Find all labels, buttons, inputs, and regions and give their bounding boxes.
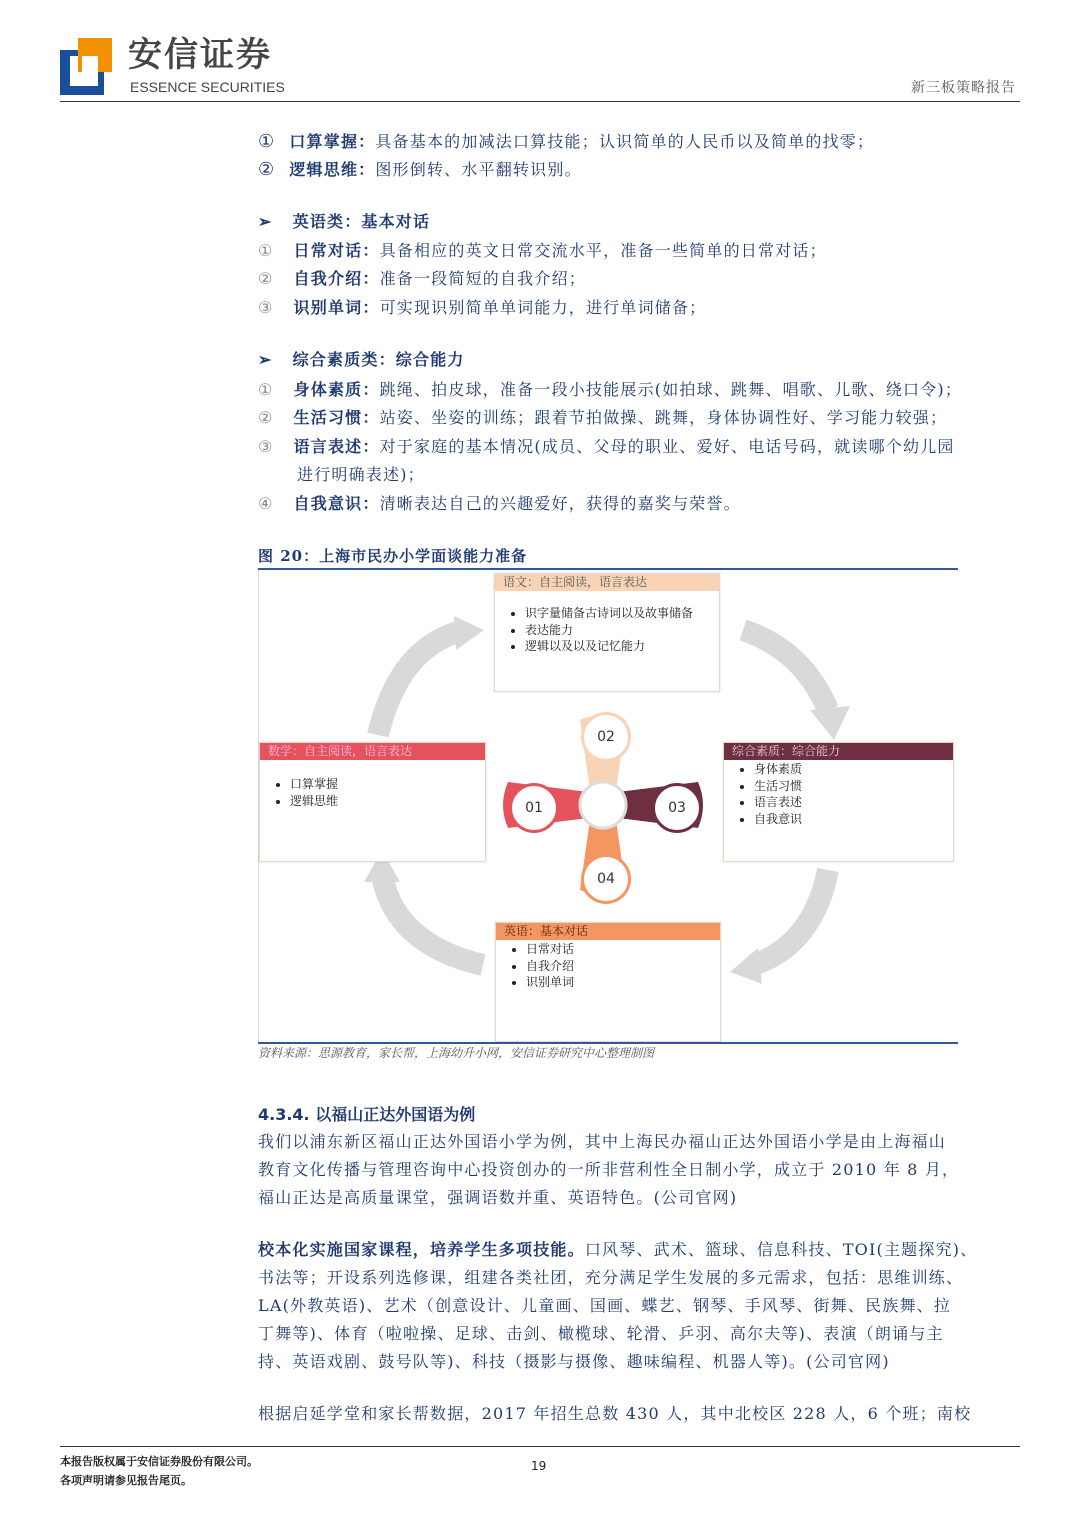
paragraph-line: 福山正达是高质量课堂，强调语数并重、英语特色。(公司官网) xyxy=(258,1188,738,1207)
node-04: 04 xyxy=(581,854,631,904)
logo xyxy=(60,38,112,95)
box-item: • 身体素质 xyxy=(754,761,953,778)
box-item: • 语言表述 xyxy=(754,794,953,811)
box-header: 综合素质：综合能力 xyxy=(724,743,953,760)
report-type: 新三板策略报告 xyxy=(911,80,1016,96)
box-item: • 表达能力 xyxy=(525,622,719,639)
section-heading: 4.3.4. 以福山正达外国语为例 xyxy=(258,1105,476,1124)
list-item: ③ 语言表述：对于家庭的基本情况(成员、父母的职业、爱好、电话号码，就读哪个幼儿园 xyxy=(258,437,955,456)
list-item: ① 身体素质：跳绳、拍皮球，准备一段小技能展示(如拍球、跳舞、唱歌、儿歌、绕口令)； xyxy=(258,380,963,399)
paragraph-line: LA(外教英语)、艺术（创意设计、儿童画、国画、蝶艺、钢琴、手风琴、街舞、民族舞、拉 xyxy=(258,1296,952,1315)
box-item: • 识别单词 xyxy=(526,974,720,991)
paragraph-line: 丁舞等)、体育（啦啦操、足球、击剑、橄榄球、轮滑、乒羽、高尔夫等)、表演（朗诵与主 xyxy=(258,1324,944,1343)
list-item: ④ 自我意识：清晰表达自己的兴趣爱好，获得的嘉奖与荣誉。 xyxy=(258,494,741,513)
figure-source: 资料来源：思源教育，家长帮，上海幼升小网，安信证券研究中心整理制图 xyxy=(258,1046,655,1060)
arrowhead xyxy=(810,706,850,740)
arrowhead xyxy=(454,616,484,650)
figure-bottom-rule xyxy=(258,1042,958,1044)
box-math xyxy=(259,742,486,862)
list-item-continued: 进行明确表述)； xyxy=(297,465,425,484)
paragraph-line: 教育文化传播与管理咨询中心投资创办的一所非营利性全日制小学，成立于 2010 年 8 月， xyxy=(258,1160,960,1179)
box-item: • 自我介绍 xyxy=(526,958,720,975)
box-item: • 逻辑以及以及记忆能力 xyxy=(525,638,719,655)
node-01: 01 xyxy=(509,783,559,833)
list-item: ③ 识别单词：可实现识别简单单词能力，进行单词储备； xyxy=(258,298,707,317)
arrow-top-left xyxy=(378,632,458,735)
paragraph-line: 校本化实施国家课程，培养学生多项技能。口风琴、武术、篮球、信息科技、TOI(主题探究)、 xyxy=(258,1240,978,1259)
arrowhead xyxy=(730,948,762,984)
box-header: 英语：基本对话 xyxy=(496,923,720,940)
arrow-top-right xyxy=(743,630,828,710)
footer-divider xyxy=(60,1446,1020,1447)
section-heading-english: ➢ 英语类：基本对话 xyxy=(258,212,431,231)
paragraph-line: 根据启延学堂和家长帮数据，2017 年招生总数 430 人，其中北校区 228 人，6 个班；南校 xyxy=(258,1404,972,1423)
box-item: • 自我意识 xyxy=(754,811,953,828)
node-02: 02 xyxy=(581,712,631,762)
list-item: ② 逻辑思维：图形倒转、水平翻转识别。 xyxy=(258,159,582,180)
page-number: 19 xyxy=(531,1459,547,1473)
brand-en: ESSENCE SECURITIES xyxy=(130,79,285,95)
box-header: 语文：自主阅读，语言表达 xyxy=(495,574,719,591)
list-item: ① 日常对话：具备相应的英文日常交流水平，准备一些简单的日常对话； xyxy=(258,241,827,260)
box-item: • 逻辑思维 xyxy=(290,793,485,810)
list-item: ② 生活习惯：站姿、坐姿的训练；跟着节拍做操、跳舞，身体协调性好、学习能力较强； xyxy=(258,408,948,427)
center-circle xyxy=(580,782,626,828)
box-general xyxy=(723,742,954,862)
figure-title: 图 20：上海市民办小学面谈能力准备 xyxy=(258,547,528,565)
box-english xyxy=(495,922,721,1042)
footer-copyright: 本报告版权属于安信证券股份有限公司。 xyxy=(60,1455,258,1468)
arrow-bottom-right xyxy=(753,870,828,965)
arrow-bottom-left xyxy=(383,880,483,965)
box-chinese xyxy=(494,573,720,692)
section-heading-general: ➢ 综合素质类：综合能力 xyxy=(258,350,465,369)
header-divider xyxy=(60,101,1020,102)
paragraph-line: 我们以浦东新区福山正达外国语小学为例，其中上海民办福山正达外国语小学是由上海福山 xyxy=(258,1132,947,1151)
list-item: ① 口算掌握：具备基本的加减法口算技能；认识简单的人民币以及简单的找零； xyxy=(258,131,875,152)
paragraph-line: 书法等；开设系列选修课，组建各类社团，充分满足学生发展的多元需求，包括：思维训练、 xyxy=(258,1268,964,1287)
node-03: 03 xyxy=(652,783,702,833)
box-item: • 口算掌握 xyxy=(290,776,485,793)
footer-disclaimer: 各项声明请参见报告尾页。 xyxy=(60,1474,192,1487)
box-header: 数学：自主阅读，语言表达 xyxy=(260,743,485,760)
list-item: ② 自我介绍：准备一段简短的自我介绍； xyxy=(258,269,586,288)
brand-cn: 安信证券 xyxy=(128,35,272,75)
box-item: • 识字量储备古诗词以及故事储备 xyxy=(525,605,705,622)
paragraph-line: 持、英语戏剧、鼓号队等)、科技（摄影与摄像、趣味编程、机器人等)。(公司官网) xyxy=(258,1352,890,1371)
box-item: • 生活习惯 xyxy=(754,778,953,795)
box-item: • 日常对话 xyxy=(526,941,720,958)
